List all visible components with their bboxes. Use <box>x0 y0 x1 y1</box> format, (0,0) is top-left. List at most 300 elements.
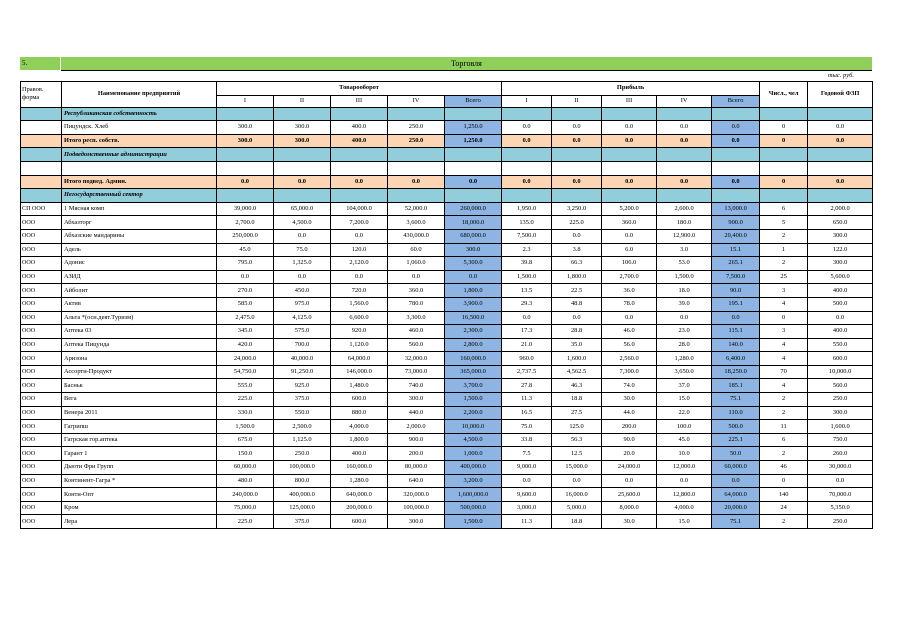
section-title: Торговля <box>61 57 872 71</box>
cell-profit-total: 18,250.0 <box>712 365 760 379</box>
cell-profit-q3: 0.0 <box>602 121 657 135</box>
cell-profit-q2: 16,000.0 <box>552 488 602 502</box>
cell-company-name: Кром <box>62 501 217 515</box>
cell-turnover-q2: 0.0 <box>274 270 331 284</box>
cell-turnover-q3: 64,000.0 <box>331 352 388 366</box>
cell-profit-q2: 3.8 <box>552 243 602 257</box>
cell-turnover-total: 2,800.0 <box>445 338 502 352</box>
cell-empty <box>217 189 274 203</box>
cell-profit-total: 110.0 <box>712 406 760 420</box>
cell-headcount: 70 <box>760 365 808 379</box>
cell-company-name: Итого подвед. Админ. <box>62 175 217 189</box>
cell-profit-q2: 27.5 <box>552 406 602 420</box>
cell-profit-q2: 125.0 <box>552 420 602 434</box>
cell-profit-q4: 12,900.0 <box>657 229 712 243</box>
cell-profit-q1: 0.0 <box>502 134 552 148</box>
cell-payroll: 2,000.0 <box>808 202 873 216</box>
cell-turnover-q2: 300.0 <box>274 121 331 135</box>
cell-headcount: 46 <box>760 461 808 475</box>
table-row <box>21 257 873 271</box>
cell-turnover-q2: 100,000.0 <box>274 461 331 475</box>
cell-turnover-total: 260,000.0 <box>445 202 502 216</box>
cell-turnover-q4: 250.0 <box>388 134 445 148</box>
cell-headcount: 140 <box>760 488 808 502</box>
cell-turnover-q3: 0.0 <box>331 270 388 284</box>
cell-turnover-total: 2,300.0 <box>445 325 502 339</box>
cell-legal-form: ООО <box>21 338 62 352</box>
cell-headcount: 4 <box>760 297 808 311</box>
cell-turnover-q4: 0.0 <box>388 175 445 189</box>
cell-profit-q3: 0.0 <box>602 175 657 189</box>
cell-turnover-total: 0.0 <box>445 175 502 189</box>
cell-profit-q2: 35.0 <box>552 338 602 352</box>
cell-profit-q1: 13.5 <box>502 284 552 298</box>
cell-profit-q2: 12.5 <box>552 447 602 461</box>
cell-profit-q3: 8,000.0 <box>602 501 657 515</box>
cell-profit-q1: 1,950.0 <box>502 202 552 216</box>
group-turnover: Товарооборот <box>217 82 502 96</box>
cell-profit-total: 75.1 <box>712 515 760 529</box>
cell-turnover-q1: 0.0 <box>217 270 274 284</box>
cell-legal-form: ООО <box>21 325 62 339</box>
cell-empty <box>388 161 445 175</box>
cell-turnover-q2: 300.0 <box>274 134 331 148</box>
cell-turnover-q3: 160,000.0 <box>331 461 388 475</box>
cell-profit-q3: 20.0 <box>602 447 657 461</box>
cell-profit-total: 7,500.0 <box>712 270 760 284</box>
cell-turnover-q2: 1,125.0 <box>274 433 331 447</box>
cell-payroll: 500.0 <box>808 297 873 311</box>
cell-legal-form: ООО <box>21 433 62 447</box>
turnover-total: Всего <box>445 95 502 107</box>
cell-profit-q4: 12,800.0 <box>657 488 712 502</box>
cell-turnover-total: 16,500.0 <box>445 311 502 325</box>
cell-profit-total: 225.1 <box>712 433 760 447</box>
cell-turnover-q4: 3,300.0 <box>388 311 445 325</box>
col-headcount: Числ., чел <box>760 82 808 108</box>
cell-turnover-q3: 400.0 <box>331 447 388 461</box>
cell-profit-total: 0.0 <box>712 311 760 325</box>
cell-profit-q2: 56.3 <box>552 433 602 447</box>
cell-profit-total: 20,000.0 <box>712 501 760 515</box>
table-row <box>21 393 873 407</box>
cell-headcount: 0 <box>760 175 808 189</box>
table-row <box>21 338 873 352</box>
cell-profit-q2: 22.5 <box>552 284 602 298</box>
cell-turnover-q2: 40,000.0 <box>274 352 331 366</box>
cell-turnover-q4: 2,000.0 <box>388 420 445 434</box>
cell-legal-form <box>21 175 62 189</box>
turnover-q4: IV <box>388 95 445 107</box>
cell-profit-q1: 960.0 <box>502 352 552 366</box>
cell-company-name: Дьюти Фри Групп <box>62 461 217 475</box>
cell-profit-q3: 0.0 <box>602 474 657 488</box>
cell-profit-total: 90.0 <box>712 284 760 298</box>
cell-turnover-q2: 700.0 <box>274 338 331 352</box>
cell-empty <box>657 107 712 121</box>
cell-turnover-q2: 0.0 <box>274 229 331 243</box>
cell-turnover-q3: 1,800.0 <box>331 433 388 447</box>
table-row <box>21 379 873 393</box>
cell-turnover-q2: 4,500.0 <box>274 216 331 230</box>
cell-profit-q1: 0.0 <box>502 474 552 488</box>
table-row <box>21 270 873 284</box>
cell-profit-q4: 4,000.0 <box>657 501 712 515</box>
cell-payroll: 250.0 <box>808 515 873 529</box>
cell-profit-q4: 3.0 <box>657 243 712 257</box>
cell-profit-q4: 0.0 <box>657 175 712 189</box>
table-row <box>21 325 873 339</box>
section-label: Негосударственный сектор <box>62 189 217 203</box>
cell-turnover-total: 3,200.0 <box>445 474 502 488</box>
cell-turnover-q1: 2,475.0 <box>217 311 274 325</box>
cell-profit-total: 0.0 <box>712 121 760 135</box>
cell-profit-q3: 6.0 <box>602 243 657 257</box>
cell-profit-q2: 225.0 <box>552 216 602 230</box>
table-row <box>21 447 873 461</box>
cell-turnover-q2: 250.0 <box>274 447 331 461</box>
cell-turnover-q1: 45.0 <box>217 243 274 257</box>
cell-company-name: Итого респ. собств. <box>62 134 217 148</box>
cell-company-name: Вега <box>62 393 217 407</box>
cell-turnover-q3: 1,120.0 <box>331 338 388 352</box>
cell-empty <box>502 189 552 203</box>
cell-payroll: 0.0 <box>808 175 873 189</box>
cell-profit-total: 195.1 <box>712 297 760 311</box>
cell-turnover-q4: 73,000.0 <box>388 365 445 379</box>
cell-empty <box>331 161 388 175</box>
cell-turnover-q2: 2,500.0 <box>274 420 331 434</box>
cell-empty <box>552 148 602 162</box>
cell-profit-q3: 0.0 <box>602 311 657 325</box>
cell-legal-form: ООО <box>21 297 62 311</box>
cell-profit-q3: 30.0 <box>602 393 657 407</box>
cell-profit-q3: 24,000.0 <box>602 461 657 475</box>
cell-company-name: Аптека Пицунда <box>62 338 217 352</box>
cell-turnover-q1: 24,000.0 <box>217 352 274 366</box>
cell-company-name: АЗИД <box>62 270 217 284</box>
cell-profit-q2: 28.8 <box>552 325 602 339</box>
cell-turnover-total: 1,600,000.0 <box>445 488 502 502</box>
cell-empty <box>331 148 388 162</box>
cell-payroll: 400.0 <box>808 325 873 339</box>
cell-turnover-total: 3,700.0 <box>445 379 502 393</box>
cell-empty <box>712 189 760 203</box>
cell-turnover-total: 1,800.0 <box>445 284 502 298</box>
table-row <box>21 284 873 298</box>
cell-profit-q4: 45.0 <box>657 433 712 447</box>
cell-profit-total: 75.1 <box>712 393 760 407</box>
cell-company-name: Актив <box>62 297 217 311</box>
cell-turnover-q3: 7,200.0 <box>331 216 388 230</box>
table-row <box>21 202 873 216</box>
cell-company-name: Адонис <box>62 257 217 271</box>
cell-legal-form: ООО <box>21 501 62 515</box>
cell-turnover-q4: 100,000.0 <box>388 501 445 515</box>
cell-profit-q2: 1,800.0 <box>552 270 602 284</box>
cell-profit-q4: 0.0 <box>657 134 712 148</box>
cell-empty <box>331 107 388 121</box>
cell-turnover-q1: 480.0 <box>217 474 274 488</box>
cell-turnover-q1: 0.0 <box>217 175 274 189</box>
cell-profit-total: 500.0 <box>712 420 760 434</box>
cell-payroll: 5,600.0 <box>808 270 873 284</box>
table-row <box>21 420 873 434</box>
cell-profit-q1: 2.3 <box>502 243 552 257</box>
cell-empty <box>760 107 808 121</box>
cell-empty <box>712 161 760 175</box>
cell-turnover-q2: 1,325.0 <box>274 257 331 271</box>
cell-legal-form: ООО <box>21 447 62 461</box>
cell-profit-q3: 106.0 <box>602 257 657 271</box>
cell-profit-total: 64,000.0 <box>712 488 760 502</box>
table-row <box>21 501 873 515</box>
cell-turnover-total: 1,250.0 <box>445 121 502 135</box>
profit-q4: IV <box>657 95 712 107</box>
table-row <box>21 515 873 529</box>
cell-payroll: 0.0 <box>808 311 873 325</box>
cell-turnover-q1: 795.0 <box>217 257 274 271</box>
cell-turnover-q3: 1,280.0 <box>331 474 388 488</box>
table-row <box>21 365 873 379</box>
cell-company-name: Аризона <box>62 352 217 366</box>
cell-company-name: Ассорти-Продукт <box>62 365 217 379</box>
cell-profit-q1: 29.3 <box>502 297 552 311</box>
cell-legal-form: ООО <box>21 461 62 475</box>
profit-q1: I <box>502 95 552 107</box>
table-row <box>21 406 873 420</box>
cell-empty <box>274 161 331 175</box>
cell-legal-form <box>21 134 62 148</box>
cell-payroll: 0.0 <box>808 121 873 135</box>
cell-empty <box>217 148 274 162</box>
cell-profit-q2: 0.0 <box>552 311 602 325</box>
cell-profit-total: 185.1 <box>712 379 760 393</box>
cell-turnover-q2: 4,125.0 <box>274 311 331 325</box>
cell-empty <box>388 107 445 121</box>
cell-profit-q1: 7.5 <box>502 447 552 461</box>
cell-payroll: 650.0 <box>808 216 873 230</box>
cell-turnover-q1: 39,000.0 <box>217 202 274 216</box>
cell-turnover-q1: 300.0 <box>217 134 274 148</box>
cell-payroll: 5,350.0 <box>808 501 873 515</box>
cell-empty <box>62 161 217 175</box>
cell-profit-q3: 25,600.0 <box>602 488 657 502</box>
cell-turnover-total: 1,250.0 <box>445 134 502 148</box>
cell-turnover-q4: 740.0 <box>388 379 445 393</box>
cell-empty <box>388 148 445 162</box>
cell-profit-q4: 28.0 <box>657 338 712 352</box>
cell-profit-q2: 4,562.5 <box>552 365 602 379</box>
cell-legal-form: ООО <box>21 406 62 420</box>
cell-turnover-q2: 125,000.0 <box>274 501 331 515</box>
cell-empty <box>445 107 502 121</box>
cell-turnover-q1: 300.0 <box>217 121 274 135</box>
cell-empty <box>712 107 760 121</box>
cell-company-name: Гагрипш <box>62 420 217 434</box>
table-row <box>21 243 873 257</box>
cell-empty <box>657 189 712 203</box>
cell-empty <box>217 107 274 121</box>
cell-headcount: 3 <box>760 325 808 339</box>
cell-turnover-q3: 400.0 <box>331 121 388 135</box>
cell-legal-form: ООО <box>21 474 62 488</box>
cell-turnover-q3: 6,600.0 <box>331 311 388 325</box>
cell-turnover-q3: 600.0 <box>331 393 388 407</box>
cell-turnover-total: 2,200.0 <box>445 406 502 420</box>
cell-company-name: Венера 2011 <box>62 406 217 420</box>
cell-turnover-q1: 2,700.0 <box>217 216 274 230</box>
cell-profit-total: 50.0 <box>712 447 760 461</box>
cell-turnover-q1: 225.0 <box>217 393 274 407</box>
cell-turnover-q1: 270.0 <box>217 284 274 298</box>
cell-turnover-q2: 400,000.0 <box>274 488 331 502</box>
table-row <box>21 474 873 488</box>
cell-profit-q2: 5,000.0 <box>552 501 602 515</box>
cell-profit-q1: 11.3 <box>502 515 552 529</box>
cell-headcount: 2 <box>760 515 808 529</box>
cell-headcount: 25 <box>760 270 808 284</box>
cell-empty <box>602 161 657 175</box>
cell-turnover-total: 3,900.0 <box>445 297 502 311</box>
cell-turnover-q4: 900.0 <box>388 433 445 447</box>
cell-profit-q4: 15.0 <box>657 393 712 407</box>
cell-profit-q4: 37.0 <box>657 379 712 393</box>
cell-empty <box>602 107 657 121</box>
cell-turnover-q3: 920.0 <box>331 325 388 339</box>
table-row <box>21 433 873 447</box>
cell-turnover-q3: 640,000.0 <box>331 488 388 502</box>
cell-payroll: 400.0 <box>808 284 873 298</box>
cell-turnover-q1: 75,000.0 <box>217 501 274 515</box>
cell-profit-q1: 7,500.0 <box>502 229 552 243</box>
cell-turnover-q2: 91,250.0 <box>274 365 331 379</box>
cell-empty <box>552 107 602 121</box>
cell-empty <box>445 148 502 162</box>
cell-legal-form: ООО <box>21 352 62 366</box>
cell-profit-q4: 53.0 <box>657 257 712 271</box>
cell-turnover-q3: 1,480.0 <box>331 379 388 393</box>
cell-empty <box>502 107 552 121</box>
section-number: 5. <box>20 57 60 70</box>
cell-empty <box>602 148 657 162</box>
cell-profit-q4: 1,500.0 <box>657 270 712 284</box>
cell-turnover-q4: 300.0 <box>388 515 445 529</box>
cell-payroll: 10,000.0 <box>808 365 873 379</box>
cell-profit-q4: 2,600.0 <box>657 202 712 216</box>
cell-profit-total: 140.0 <box>712 338 760 352</box>
trade-table <box>20 81 873 529</box>
cell-turnover-q1: 330.0 <box>217 406 274 420</box>
cell-turnover-q4: 560.0 <box>388 338 445 352</box>
cell-empty <box>760 148 808 162</box>
cell-profit-q2: 3,250.0 <box>552 202 602 216</box>
table-row <box>21 216 873 230</box>
cell-profit-q3: 36.0 <box>602 284 657 298</box>
profit-total: Всего <box>712 95 760 107</box>
cell-legal-form <box>21 107 62 121</box>
cell-turnover-q3: 120.0 <box>331 243 388 257</box>
section-row <box>21 189 873 203</box>
cell-headcount: 11 <box>760 420 808 434</box>
cell-empty <box>388 189 445 203</box>
cell-legal-form: ООО <box>21 270 62 284</box>
cell-legal-form: ООО <box>21 311 62 325</box>
cell-headcount: 0 <box>760 134 808 148</box>
cell-empty <box>274 107 331 121</box>
cell-company-name: Лера <box>62 515 217 529</box>
cell-turnover-q2: 75.0 <box>274 243 331 257</box>
cell-company-name: Альта *(осн.деят.Туризм) <box>62 311 217 325</box>
cell-profit-q1: 39.8 <box>502 257 552 271</box>
cell-profit-q4: 180.0 <box>657 216 712 230</box>
cell-turnover-total: 1,000.0 <box>445 447 502 461</box>
cell-empty <box>808 148 873 162</box>
cell-headcount: 0 <box>760 121 808 135</box>
cell-turnover-q4: 80,000.0 <box>388 461 445 475</box>
cell-company-name: Адель <box>62 243 217 257</box>
cell-profit-q4: 0.0 <box>657 311 712 325</box>
cell-profit-q3: 360.0 <box>602 216 657 230</box>
cell-legal-form: ООО <box>21 379 62 393</box>
cell-profit-q2: 18.8 <box>552 393 602 407</box>
cell-turnover-q3: 1,560.0 <box>331 297 388 311</box>
cell-headcount: 1 <box>760 243 808 257</box>
cell-turnover-q4: 440.0 <box>388 406 445 420</box>
turnover-q2: II <box>274 95 331 107</box>
cell-empty <box>657 161 712 175</box>
cell-profit-total: 20,400.0 <box>712 229 760 243</box>
cell-headcount: 6 <box>760 433 808 447</box>
cell-empty <box>712 148 760 162</box>
cell-profit-total: 0.0 <box>712 474 760 488</box>
cell-legal-form: ООО <box>21 243 62 257</box>
cell-profit-q1: 3,000.0 <box>502 501 552 515</box>
table-row <box>21 311 873 325</box>
cell-profit-q2: 48.8 <box>552 297 602 311</box>
cell-payroll: 30,000.0 <box>808 461 873 475</box>
cell-headcount: 2 <box>760 393 808 407</box>
section-label: Подведомственные администрации <box>62 148 217 162</box>
cell-empty <box>274 189 331 203</box>
cell-turnover-q2: 0.0 <box>274 175 331 189</box>
section-label: Республиканская собственность <box>62 107 217 121</box>
cell-profit-total: 115.1 <box>712 325 760 339</box>
cell-empty <box>331 189 388 203</box>
profit-q3: III <box>602 95 657 107</box>
cell-profit-total: 900.0 <box>712 216 760 230</box>
cell-payroll: 0.0 <box>808 134 873 148</box>
cell-company-name: Гарант 1 <box>62 447 217 461</box>
cell-turnover-q1: 555.0 <box>217 379 274 393</box>
cell-turnover-total: 1,500.0 <box>445 515 502 529</box>
cell-empty <box>760 161 808 175</box>
table-row <box>21 461 873 475</box>
cell-profit-q3: 44.0 <box>602 406 657 420</box>
cell-turnover-total: 300.0 <box>445 243 502 257</box>
cell-profit-total: 13,000.0 <box>712 202 760 216</box>
cell-empty <box>502 161 552 175</box>
cell-empty <box>217 161 274 175</box>
cell-turnover-q1: 150.0 <box>217 447 274 461</box>
cell-profit-q1: 0.0 <box>502 175 552 189</box>
cell-empty <box>602 189 657 203</box>
profit-q2: II <box>552 95 602 107</box>
cell-empty <box>445 161 502 175</box>
cell-headcount: 4 <box>760 338 808 352</box>
cell-payroll: 70,000.0 <box>808 488 873 502</box>
cell-empty <box>552 161 602 175</box>
